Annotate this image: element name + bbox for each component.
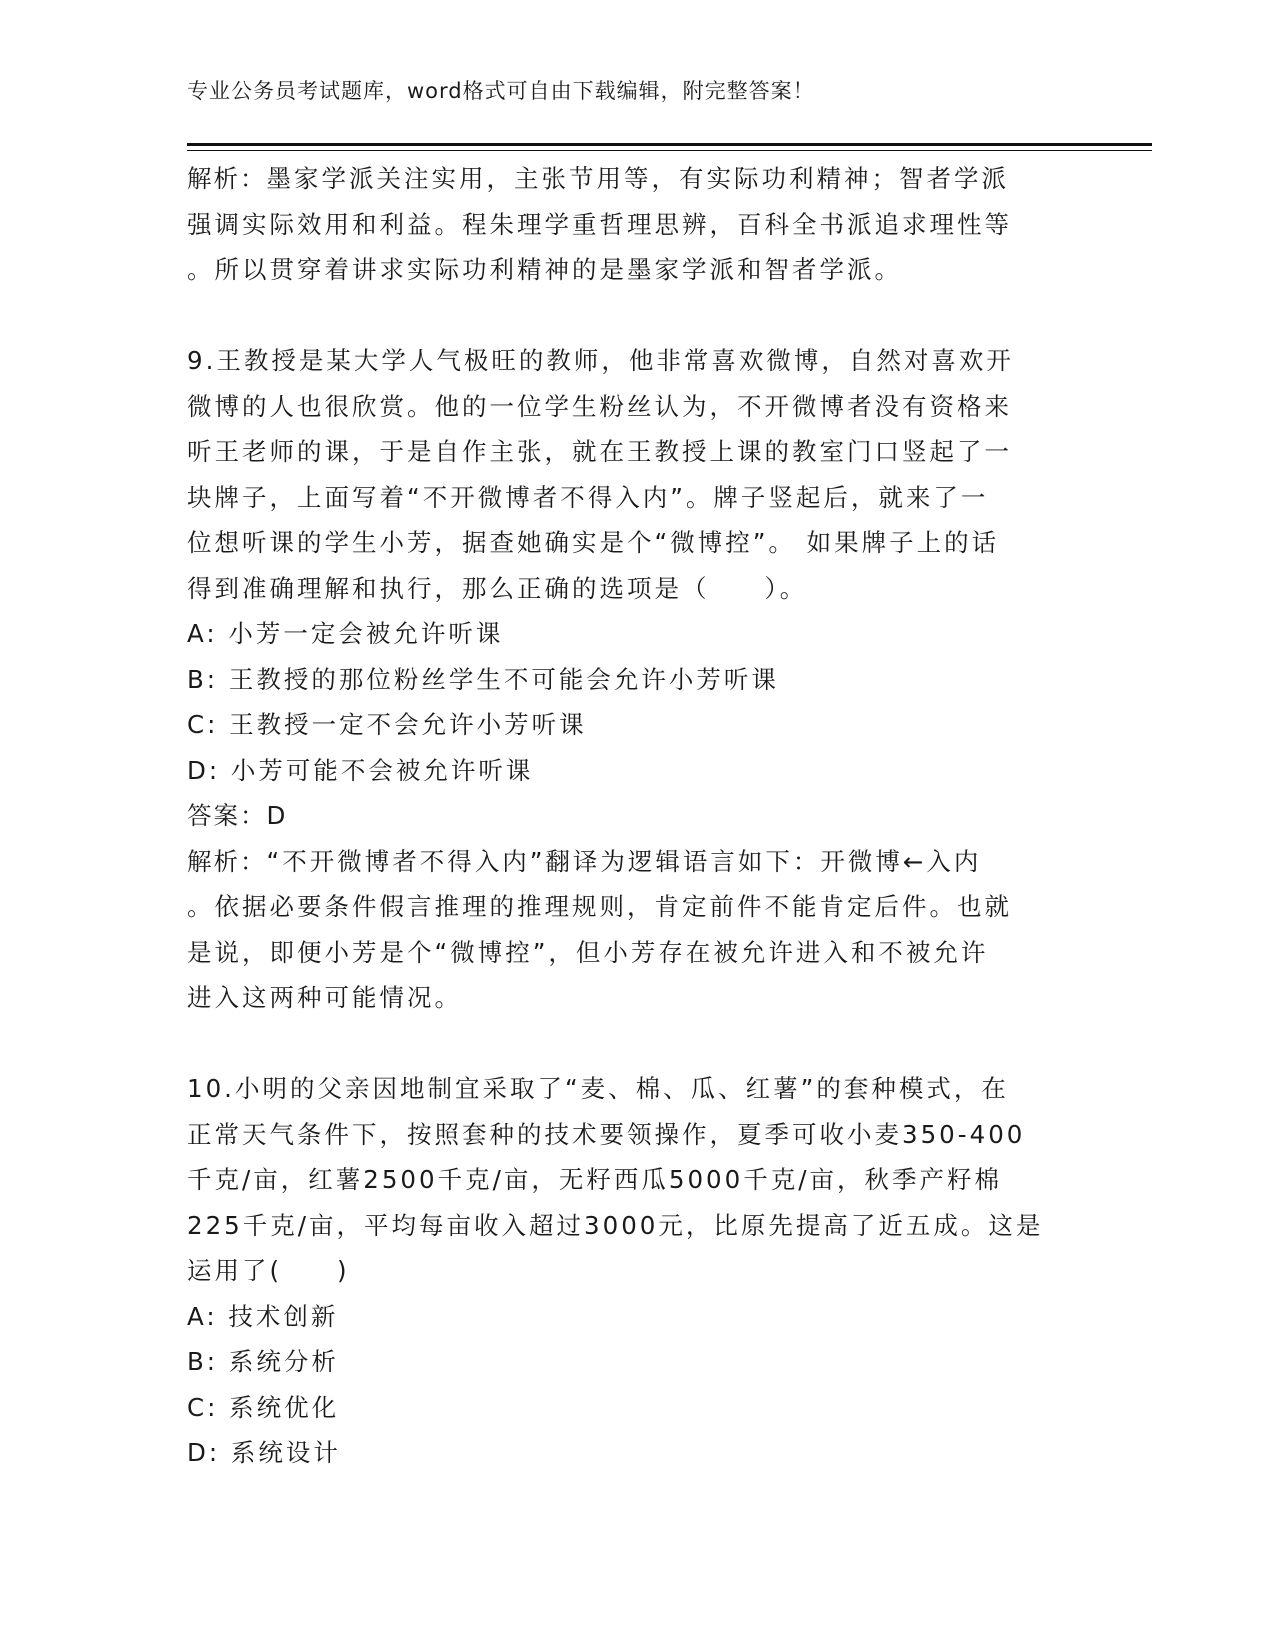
q10-option-b: B: 系统分析: [187, 1347, 339, 1376]
q9-explanation-line-2: 。依据必要条件假言推理的推理规则，肯定前件不能肯定后件。也就: [187, 892, 1012, 921]
q9-explanation-line-3: 是说，即便小芳是个“微博控”，但小芳存在被允许进入和不被允许: [187, 937, 989, 967]
answer-label: 答案：: [187, 801, 267, 830]
q10-option-d: D: 系统设计: [187, 1438, 341, 1467]
q9-option-b: B: 王教授的那位粉丝学生不可能会允许小芳听课: [187, 664, 779, 694]
q9-stem-line-3: 听王老师的课，于是自作主张，就在王教授上课的教室门口竖起了一: [187, 437, 1012, 466]
q9-explanation-line-4: 进入这两种可能情况。: [187, 983, 462, 1012]
q10-option-a: A: 技术创新: [187, 1301, 339, 1331]
explanation-label: 解析：: [187, 846, 267, 876]
q9-stem-line-5: 位想听课的学生小芳，据查她确实是个“微博控”。 如果牌子上的话: [187, 528, 1000, 557]
explanation-text: 墨家学派关注实用，主张节用等，有实际功利精神；智者学派: [266, 164, 1009, 193]
q10-stem-line-2: 正常天气条件下，按照套种的技术要领操作，夏季可收小麦350-400: [187, 1119, 1026, 1149]
q9-stem-line-4: 块牌子，上面写着“不开微博者不得入内”。牌子竖起后，就来了一: [187, 482, 989, 512]
q10-stem-line-4: 225千克/亩，平均每亩收入超过3000元，比原先提高了近五成。这是: [187, 1210, 1044, 1240]
spacer: [187, 293, 1087, 339]
spacer: [187, 1021, 1087, 1067]
content-body: [187, 156, 1087, 1476]
q9-option-a: A: 小芳一定会被允许听课: [187, 619, 504, 648]
q9-option-d: D: 小芳可能不会被允许听课: [187, 755, 534, 785]
q10-stem-line-3: 千克/亩，红薯2500千克/亩，无籽西瓜5000千克/亩，秋季产籽棉: [187, 1165, 1002, 1194]
q10-stem-line-5: 运用了( ): [187, 1256, 350, 1285]
explanation-text: “不开微博者不得入内”翻译为逻辑语言如下：开微博←入内: [266, 846, 982, 876]
page-header: 专业公务员考试题库，word格式可自由下载编辑，附完整答案！: [187, 79, 815, 103]
prev-explanation-line-1: [187, 156, 1087, 202]
q10-stem-line-1: 10.小明的父亲因地制宜采取了“麦、棉、瓜、红薯”的套种模式，在: [187, 1074, 1009, 1103]
q9-stem-line-2: 微博的人也很欣赏。他的一位学生粉丝认为，不开微博者没有资格来: [187, 391, 1012, 421]
q9-answer: [187, 793, 1087, 839]
explanation-label: 解析：: [187, 164, 267, 193]
prev-explanation-line-2: 强调实际效用和利益。程朱理学重哲理思辨，百科全书派追求理性等: [187, 209, 1012, 239]
q9-option-c: C: 王教授一定不会允许小芳听课: [187, 710, 587, 739]
q9-stem-line-6: 得到准确理解和执行，那么正确的选项是（ ）。: [187, 573, 808, 603]
q9-explanation-line-1: [187, 839, 1087, 885]
q9-stem-line-1: 9.王教授是某大学人气极旺的教师，他非常喜欢微博，自然对喜欢开: [187, 346, 1014, 375]
header-rule-thick: [187, 143, 1152, 146]
q10-option-c: C: 系统优化: [187, 1392, 340, 1422]
prev-explanation-line-3: 。所以贯穿着讲求实际功利精神的是墨家学派和智者学派。: [187, 255, 902, 284]
answer-value: D: [266, 801, 289, 830]
header-rule-thin: [187, 150, 1152, 151]
